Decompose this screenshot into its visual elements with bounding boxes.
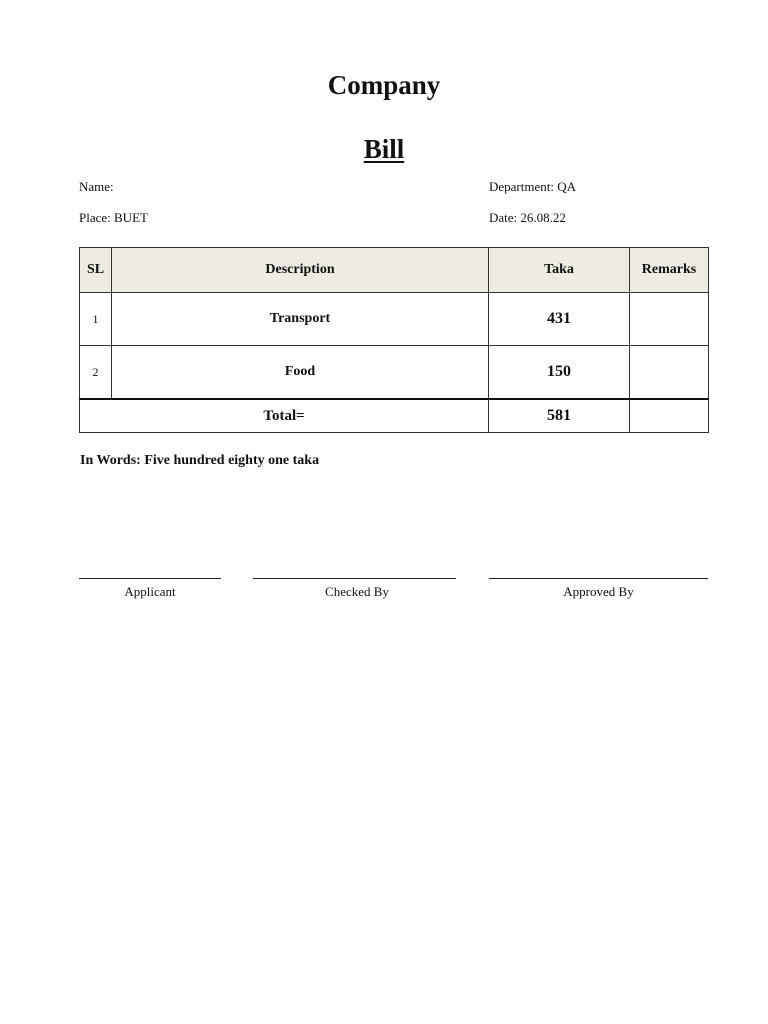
total-value: 581: [489, 399, 630, 433]
header-remarks: Remarks: [630, 248, 709, 293]
department-value: QA: [557, 179, 577, 194]
header-description: Description: [112, 248, 489, 293]
table-header-row: [80, 248, 709, 293]
bill-table: [79, 247, 709, 433]
department-field: [489, 179, 576, 195]
row-sl: 1: [80, 293, 112, 346]
department-label: Department:: [489, 179, 554, 194]
table-row: [80, 346, 709, 400]
checked-by-label: Checked By: [325, 584, 389, 599]
company-name: Company: [327, 70, 441, 100]
date-label: Date:: [489, 210, 518, 225]
row-taka: 150: [489, 346, 630, 400]
row-description: Food: [112, 346, 489, 400]
date-field: [489, 210, 566, 226]
header-taka: Taka: [489, 248, 630, 293]
place-field: [79, 210, 148, 226]
date-value: 26.08.22: [520, 210, 566, 225]
applicant-label: Applicant: [124, 584, 176, 599]
total-row: [80, 399, 709, 433]
name-label: Name:: [79, 179, 114, 194]
row-description: Transport: [112, 293, 489, 346]
table-row: [80, 293, 709, 346]
name-field: [79, 179, 114, 195]
header-sl: SL: [80, 248, 112, 293]
place-value: BUET: [114, 210, 148, 225]
approved-by-signature-line: [489, 578, 708, 579]
document-title: Bill: [363, 134, 405, 164]
amount-in-words: In Words: Five hundred eighty one taka: [80, 453, 320, 468]
applicant-signature-line: [79, 578, 221, 579]
total-remarks: [630, 399, 709, 433]
row-taka: 431: [489, 293, 630, 346]
approved-by-label: Approved By: [563, 584, 634, 599]
total-label: Total=: [80, 399, 489, 433]
row-remarks: [630, 346, 709, 400]
row-remarks: [630, 293, 709, 346]
checked-by-signature-line: [253, 578, 456, 579]
row-sl: 2: [80, 346, 112, 400]
place-label: Place:: [79, 210, 111, 225]
